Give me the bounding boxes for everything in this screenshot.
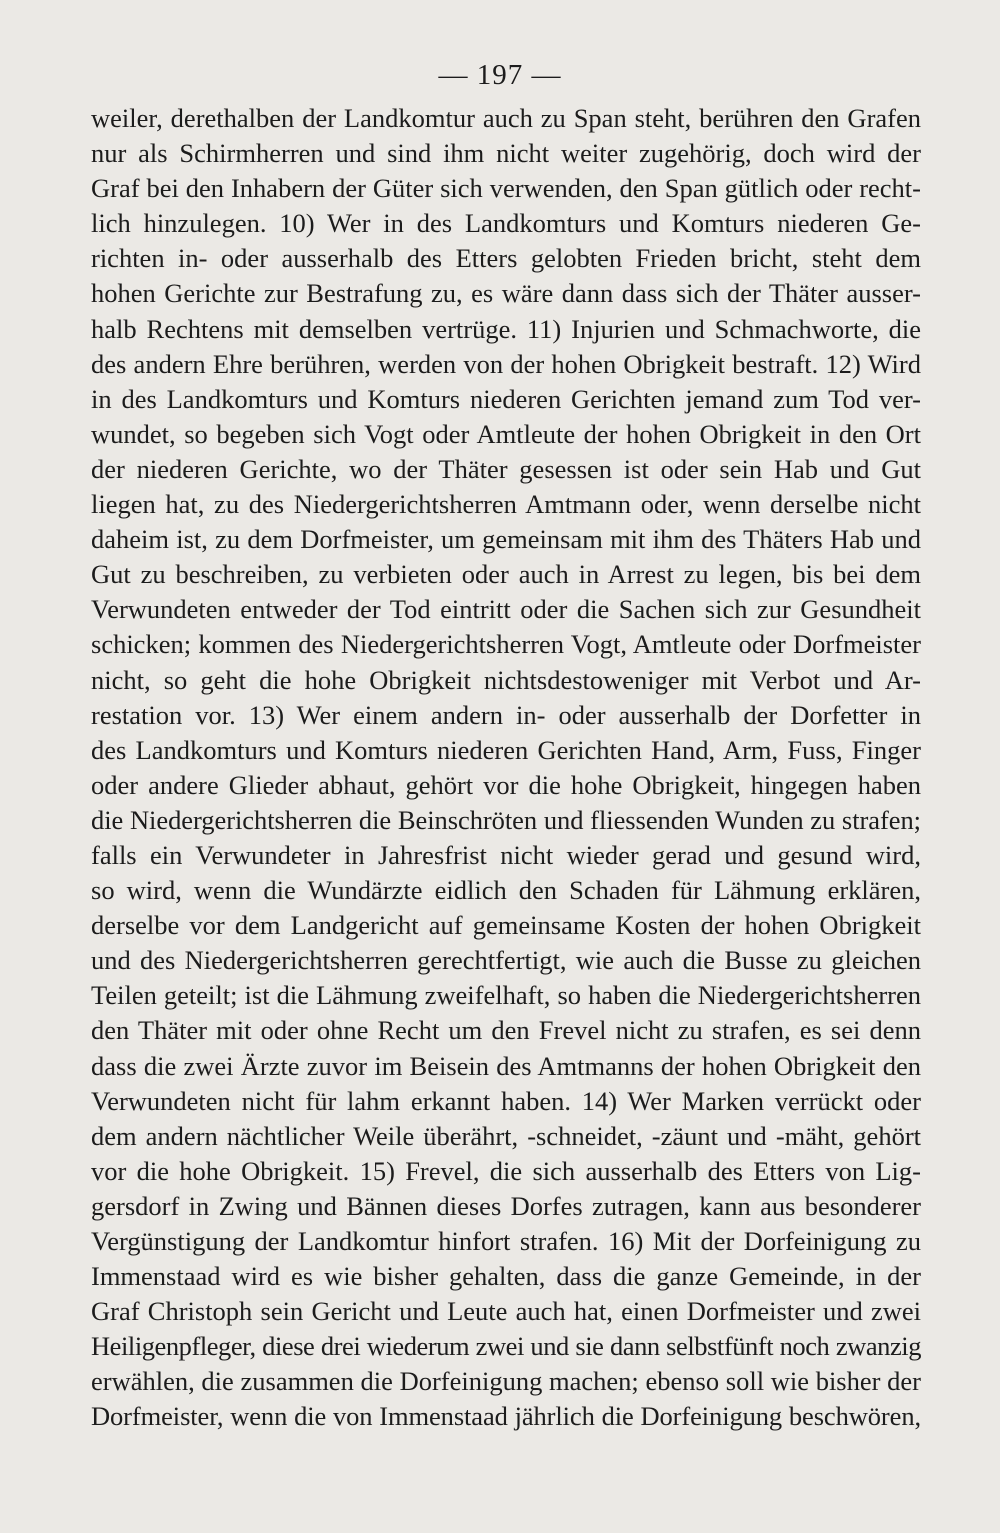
text-line: hohen Gerichte zur Bestrafung zu, es wäre dann dass sich der Thäter ausser- (91, 278, 921, 309)
text-line: Dorfmeister, wenn die von Immenstaad jährlich die Dorfeinigung beschwören, (91, 1401, 921, 1432)
text-line: nur als Schirmherren und sind ihm nicht weiter zugehörig, doch wird der (91, 138, 921, 169)
text-line: Teilen geteilt; ist die Lähmung zweifelhaft, so haben die Niedergerichtsherren (91, 980, 921, 1011)
text-line: schicken; kommen des Niedergerichtsherren Vogt, Amtleute oder Dorfmeister (91, 629, 921, 660)
text-line: dass die zwei Ärzte zuvor im Beisein des Amtmanns der hohen Obrigkeit den (91, 1050, 921, 1081)
text-line: Verwundeten nicht für lahm erkannt haben. 14) Wer Marken verrückt oder (91, 1085, 921, 1116)
text-line: falls ein Verwundeter in Jahresfrist nicht wieder gerad und gesund wird, (91, 839, 921, 870)
body-text (91, 101, 921, 1435)
text-line: Verwundeten entweder der Tod eintritt oder die Sachen sich zur Gesundheit (91, 594, 921, 625)
text-line: restation vor. 13) Wer einem andern in- oder ausserhalb der Dorfetter in (91, 699, 921, 730)
text-line: Graf Christoph sein Gericht und Leute auch hat, einen Dorfmeister und zwei (91, 1296, 921, 1327)
text-line: Gut zu beschreiben, zu verbieten oder auch in Arrest zu legen, bis bei dem (91, 559, 921, 590)
page-number: — 197 — (438, 59, 562, 91)
text-line: dem andern nächtlicher Weile überährt, -schneidet, -zäunt und -mäht, gehört (91, 1120, 921, 1151)
text-line: wundet, so begeben sich Vogt oder Amtleute der hohen Obrigkeit in den Ort (91, 418, 921, 449)
text-line: weiler, derethalben der Landkomtur auch zu Span steht, berühren den Grafen (91, 103, 921, 133)
text-line: in des Landkomturs und Komturs niederen Gerichten jemand zum Tod ver- (91, 383, 921, 414)
text-line: nicht, so geht die hohe Obrigkeit nichtsdestoweniger mit Verbot und Ar- (91, 664, 921, 695)
text-line: des Landkomturs und Komturs niederen Gerichten Hand, Arm, Fuss, Finger (91, 734, 921, 765)
text-line: und des Niedergerichtsherren gerechtfertigt, wie auch die Busse zu gleichen (91, 945, 921, 976)
text-line: richten in- oder ausserhalb des Etters gelobten Frieden bricht, steht dem (91, 243, 921, 274)
text-line: so wird, wenn die Wundärzte eidlich den Schaden für Lähmung erklären, (91, 875, 921, 906)
text-line: Graf bei den Inhabern der Güter sich verwenden, den Span gütlich oder recht- (91, 173, 921, 204)
text-line: oder andere Glieder abhaut, gehört vor die hohe Obrigkeit, hingegen haben (91, 769, 921, 800)
text-line: des andern Ehre berühren, werden von der hohen Obrigkeit bestraft. 12) Wird (91, 348, 921, 379)
text-line: der niederen Gerichte, wo der Thäter gesessen ist oder sein Hab und Gut (91, 453, 921, 484)
text-line: derselbe vor dem Landgericht auf gemeinsame Kosten der hohen Obrigkeit (91, 910, 921, 941)
text-line: halb Rechtens mit demselben vertrüge. 11) Injurien und Schmachworte, die (91, 313, 921, 344)
text-line: Vergünstigung der Landkomtur hinfort strafen. 16) Mit der Dorfeinigung zu (91, 1226, 921, 1256)
text-line: Immenstaad wird es wie bisher gehalten, dass die ganze Gemeinde, in der (91, 1261, 921, 1292)
text-line: daheim ist, zu dem Dorfmeister, um gemeinsam mit ihm des Thäters Hab und (91, 524, 921, 555)
text-line: Heiligenpfleger, diese drei wiederum zwei und sie dann selbstfünft noch zwanzig (91, 1331, 921, 1362)
text-line: lich hinzulegen. 10) Wer in des Landkomturs und Komturs niederen Ge- (91, 208, 921, 239)
text-line: erwählen, die zusammen die Dorfeinigung machen; ebenso soll wie bisher der (91, 1366, 921, 1397)
text-line: liegen hat, zu des Niedergerichtsherren Amtmann oder, wenn derselbe nicht (91, 489, 921, 520)
text-line: vor die hohe Obrigkeit. 15) Frevel, die sich ausserhalb des Etters von Lig- (91, 1155, 921, 1186)
text-line: den Thäter mit oder ohne Recht um den Frevel nicht zu strafen, es sei denn (91, 1015, 921, 1046)
text-line: gersdorf in Zwing und Bännen dieses Dorfes zutragen, kann aus besonderer (91, 1190, 921, 1221)
text-line: die Niedergerichtsherren die Beinschröten und fliessenden Wunden zu strafen; (91, 804, 921, 835)
